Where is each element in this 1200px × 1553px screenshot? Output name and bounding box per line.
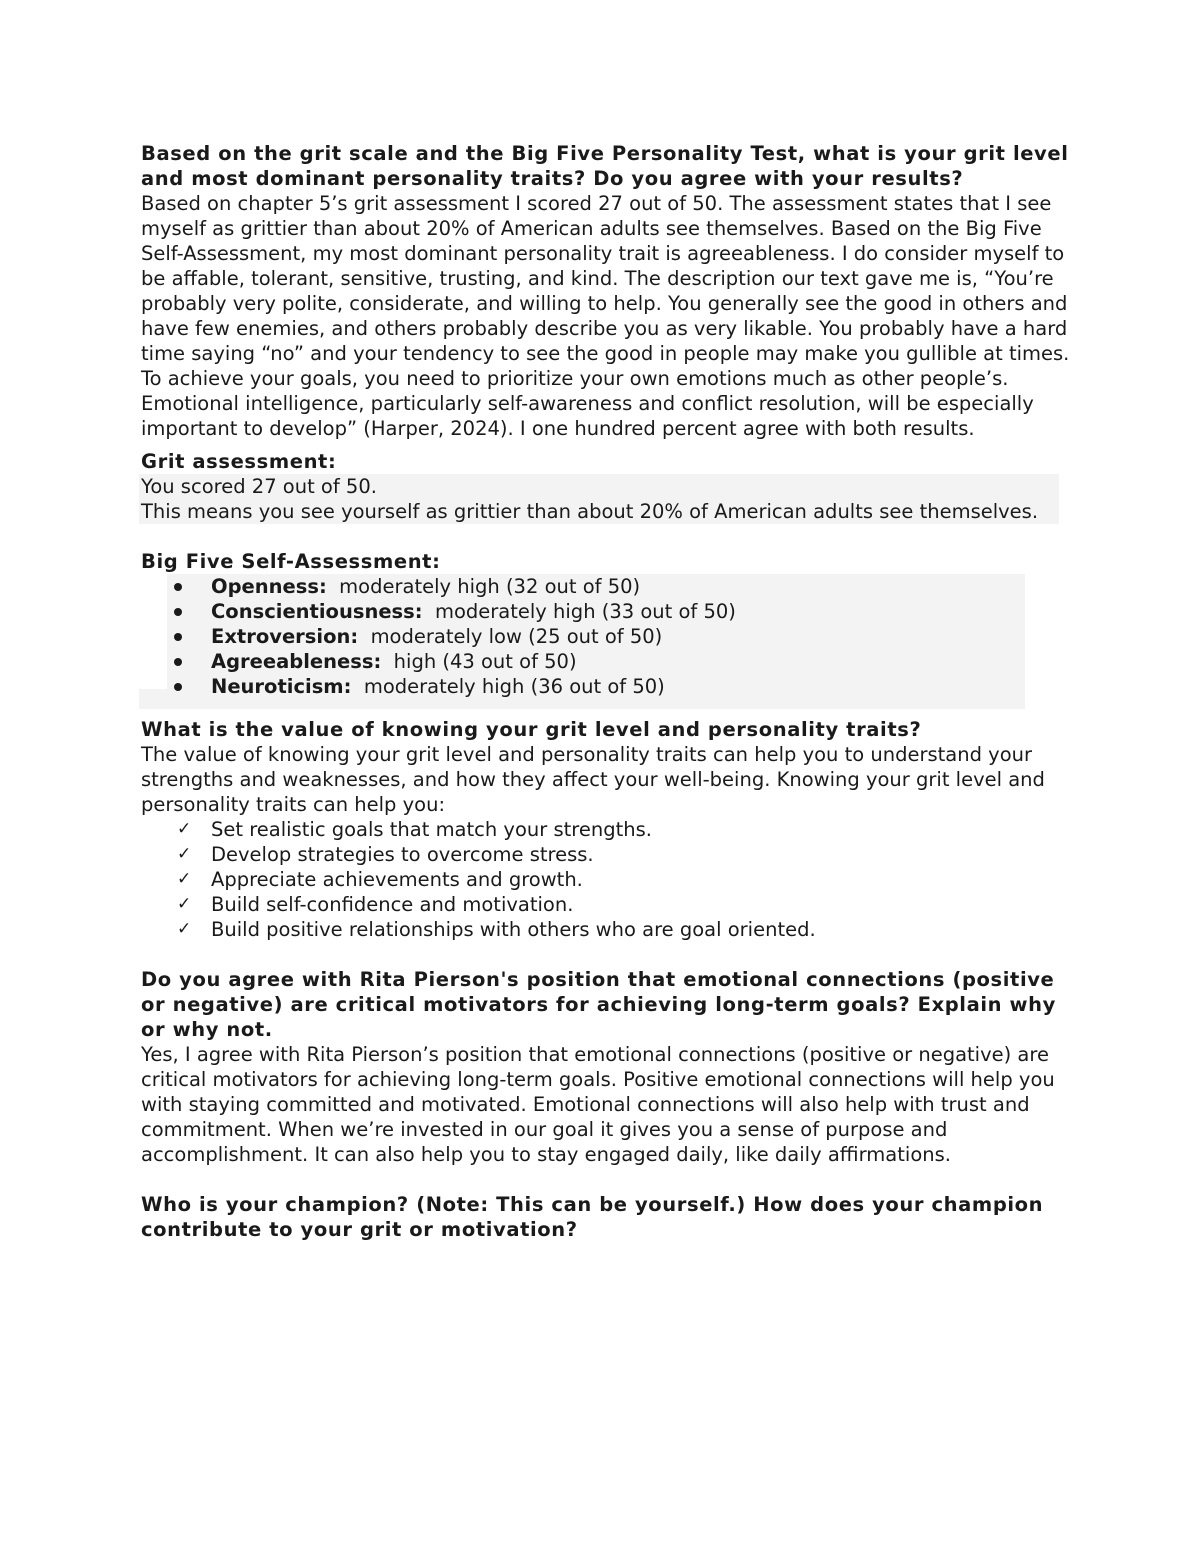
checkmark-icon: ✓ (177, 894, 192, 914)
trait-value: moderately high (32 out of 50) (339, 575, 641, 598)
bullet-icon (174, 683, 182, 691)
trait-value: high (43 out of 50) (393, 650, 577, 673)
checkmark-icon: ✓ (177, 919, 192, 939)
bullet-icon (174, 633, 182, 641)
list-item (141, 867, 1071, 892)
trait-value: moderately low (25 out of 50) (370, 625, 663, 648)
big-five-result-box (139, 574, 1025, 709)
list-item (141, 574, 1025, 599)
bullet-icon (174, 608, 182, 616)
list-item (141, 917, 1071, 942)
grit-score-line: You scored 27 out of 50. (141, 475, 377, 498)
question-heading-rita-pierson: Do you agree with Rita Pierson's position that emotional connections (positive or negative) are critical motivators for achieving long-term goals? Explain why or why not. (141, 968, 1056, 1041)
checkmark-icon: ✓ (177, 844, 192, 864)
trait-label: Conscientiousness: (211, 600, 423, 623)
checkmark-icon: ✓ (177, 819, 192, 839)
grit-assessment-heading: Grit assessment: (141, 450, 337, 473)
trait-label: Extroversion: (211, 625, 359, 648)
list-item (141, 674, 1025, 699)
grit-result-box (139, 474, 1059, 524)
answer-rita-pierson: Yes, I agree with Rita Pierson’s position that emotional connections (positive or negative) are critical motivators for achieving long-term goals. Positive emotional connections will help you with staying committed and motivated. Emotional connections will also help with trust and commitment. When we’re invested in our goal it gives you a sense of purpose and accomplishment. It can also help you to stay engaged daily, like daily affirmations. (141, 1043, 1055, 1166)
grit-meaning-line: This means you see yourself as grittier than about 20% of American adults see themselves. (141, 500, 1039, 523)
benefits-checklist (141, 817, 1071, 942)
checkmark-icon: ✓ (177, 869, 192, 889)
trait-label: Openness: (211, 575, 327, 598)
big-five-heading: Big Five Self-Assessment: (141, 550, 441, 573)
question-heading-champion: Who is your champion? (Note: This can be yourself.) How does your champion contribute to your grit or motivation? (141, 1193, 1044, 1241)
checklist-text: Appreciate achievements and growth. (211, 868, 583, 891)
checklist-text: Set realistic goals that match your strengths. (211, 818, 652, 841)
trait-value: moderately high (36 out of 50) (363, 675, 665, 698)
trait-value: moderately high (33 out of 50) (434, 600, 736, 623)
checklist-text: Build self-confidence and motivation. (211, 893, 574, 916)
list-item (141, 892, 1071, 917)
question-heading-grit-big-five: Based on the grit scale and the Big Five Personality Test, what is your grit level and most dominant personality traits? Do you agree with your results? (141, 142, 1069, 190)
checklist-text: Build positive relationships with others who are goal oriented. (211, 918, 816, 941)
list-item (141, 842, 1071, 867)
question-heading-value: What is the value of knowing your grit level and personality traits? (141, 718, 922, 741)
list-item (141, 649, 1025, 674)
list-item (141, 599, 1025, 624)
answer-grit-big-five: Based on chapter 5’s grit assessment I scored 27 out of 50. The assessment states that I see myself as grittier than about 20% of American adults see themselves. Based on the Big Five Self-Assessment, my most dominant personality trait is agreeableness. I do consider myself to be affable, tolerant, sensitive, trusting, and kind. The description our text gave me is, “You’re probably very polite, considerate, and willing to help. You generally see the good in others and have few enemies, and others probably describe you as very likable. You probably have a hard time saying “no” and your tendency to see the good in people may make you gullible at times. To achieve your goals, you need to prioritize your own emotions much as other people’s. Emotional intelligence, particularly self-awareness and conflict resolution, will be especially important to develop” (Harper, 2024). I one hundred percent agree with both results. (141, 192, 1070, 440)
bullet-icon (174, 658, 182, 666)
list-item (141, 624, 1025, 649)
answer-value: The value of knowing your grit level and personality traits can help you to understand your strengths and weaknesses, and how they affect your well-being. Knowing your grit level and personality traits can help you: (141, 743, 1045, 816)
big-five-list (141, 574, 1025, 699)
trait-label: Agreeableness: (211, 650, 382, 673)
document-page (141, 141, 1071, 1242)
bullet-icon (174, 583, 182, 591)
list-item (141, 817, 1071, 842)
checklist-text: Develop strategies to overcome stress. (211, 843, 594, 866)
trait-label: Neuroticism: (211, 675, 352, 698)
